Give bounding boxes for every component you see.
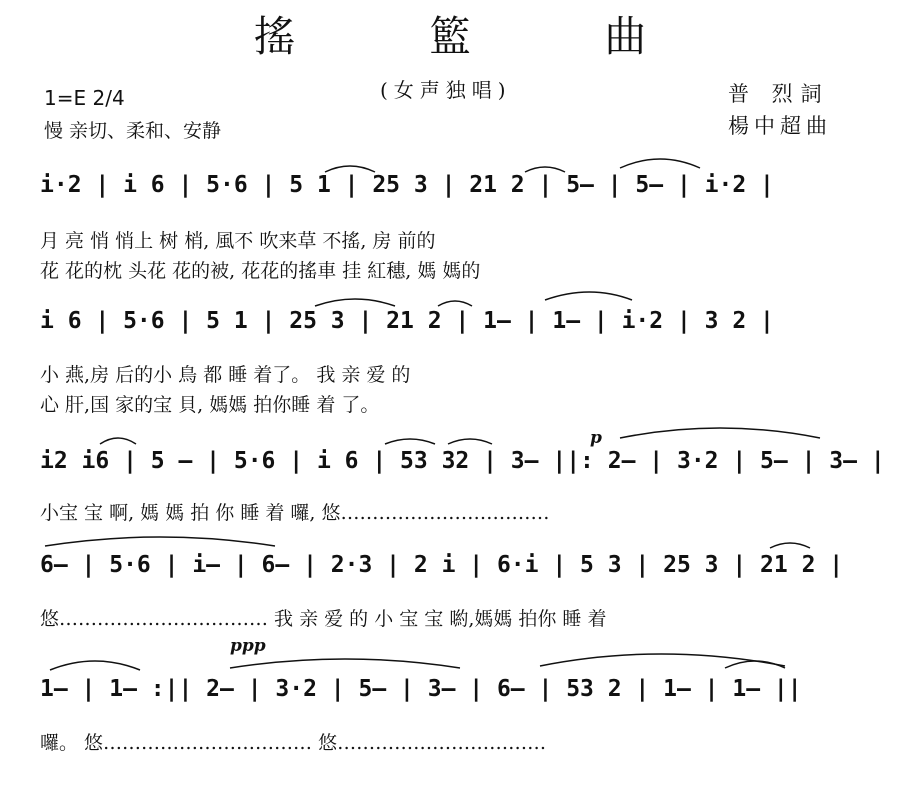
notation-row-1: i·2 | i 6 | 5·6 | 5 1 | 25 3 | 21 2 | 5— | 5— | i·2 |: [40, 172, 774, 198]
lyrics-row-1-verse-2: 花 花的枕 头花 花的被, 花花的搖車 挂 紅穗, 媽 媽的: [40, 260, 481, 282]
tie-mark: [545, 292, 632, 300]
phrase-slur: [540, 654, 785, 666]
lyricist-credit: 普 烈詞: [728, 82, 830, 106]
dynamic-marking-p: p: [590, 428, 602, 448]
tie-mark: [50, 661, 140, 670]
slur-mark: [385, 439, 435, 444]
slur-mark: [770, 543, 810, 548]
notation-row-2: i 6 | 5·6 | 5 1 | 25 3 | 21 2 | 1— | 1— | i·2 | 3 2 |: [40, 308, 774, 334]
slur-mark: [100, 438, 136, 444]
song-subtitle: (女声独唱): [380, 78, 512, 102]
phrase-slur: [230, 659, 460, 668]
slur-mark: [438, 301, 472, 306]
notation-row-4: 6— | 5·6 | i— | 6— | 2·3 | 2 i | 6·i | 5 3 | 25 3 | 21 2 |: [40, 552, 844, 578]
lyrics-row-2-verse-1: 小 燕,房 后的小 鳥 都 睡 着了。 我 亲 爱 的: [40, 364, 411, 386]
phrase-slur: [620, 428, 820, 438]
slur-mark: [525, 167, 565, 172]
song-title: 搖 籃 曲: [253, 12, 707, 61]
phrase-slur: [45, 537, 275, 546]
lyrics-row-5: 囉。 悠…………………………… 悠……………………………: [40, 732, 547, 754]
notation-row-3: i2 i6 | 5 — | 5·6 | i 6 | 53 32 | 3— ||: 2— | 3·2 | 5— | 3— |: [40, 448, 885, 474]
slur-mark: [448, 439, 492, 444]
lyrics-row-3: 小宝 宝 啊, 媽 媽 拍 你 睡 着 囉, 悠……………………………: [40, 502, 550, 524]
lyrics-row-4: 悠…………………………… 我 亲 爱 的 小 宝 宝 喲,媽媽 拍你 睡 着: [40, 608, 607, 630]
key-signature: 1=E 2/4: [44, 86, 125, 110]
lyrics-row-2-verse-2: 心 肝,国 家的宝 貝, 媽媽 拍你睡 着 了。: [40, 394, 380, 416]
tie-mark: [725, 661, 785, 668]
lyrics-row-1-verse-1: 月 亮 悄 悄上 树 梢, 風不 吹来草 不搖, 房 前的: [40, 230, 436, 252]
dynamic-marking-ppp: ppp: [230, 636, 266, 656]
composer-credit: 楊中超曲: [728, 114, 832, 138]
tempo-marking: 慢 亲切、柔和、安静: [44, 120, 222, 142]
slur-mark: [315, 299, 395, 306]
tie-mark: [620, 159, 700, 168]
slur-mark: [325, 166, 375, 172]
notation-row-5: 1— | 1— :|| 2— | 3·2 | 5— | 3— | 6— | 53 2 | 1— | 1— ||: [40, 676, 802, 702]
